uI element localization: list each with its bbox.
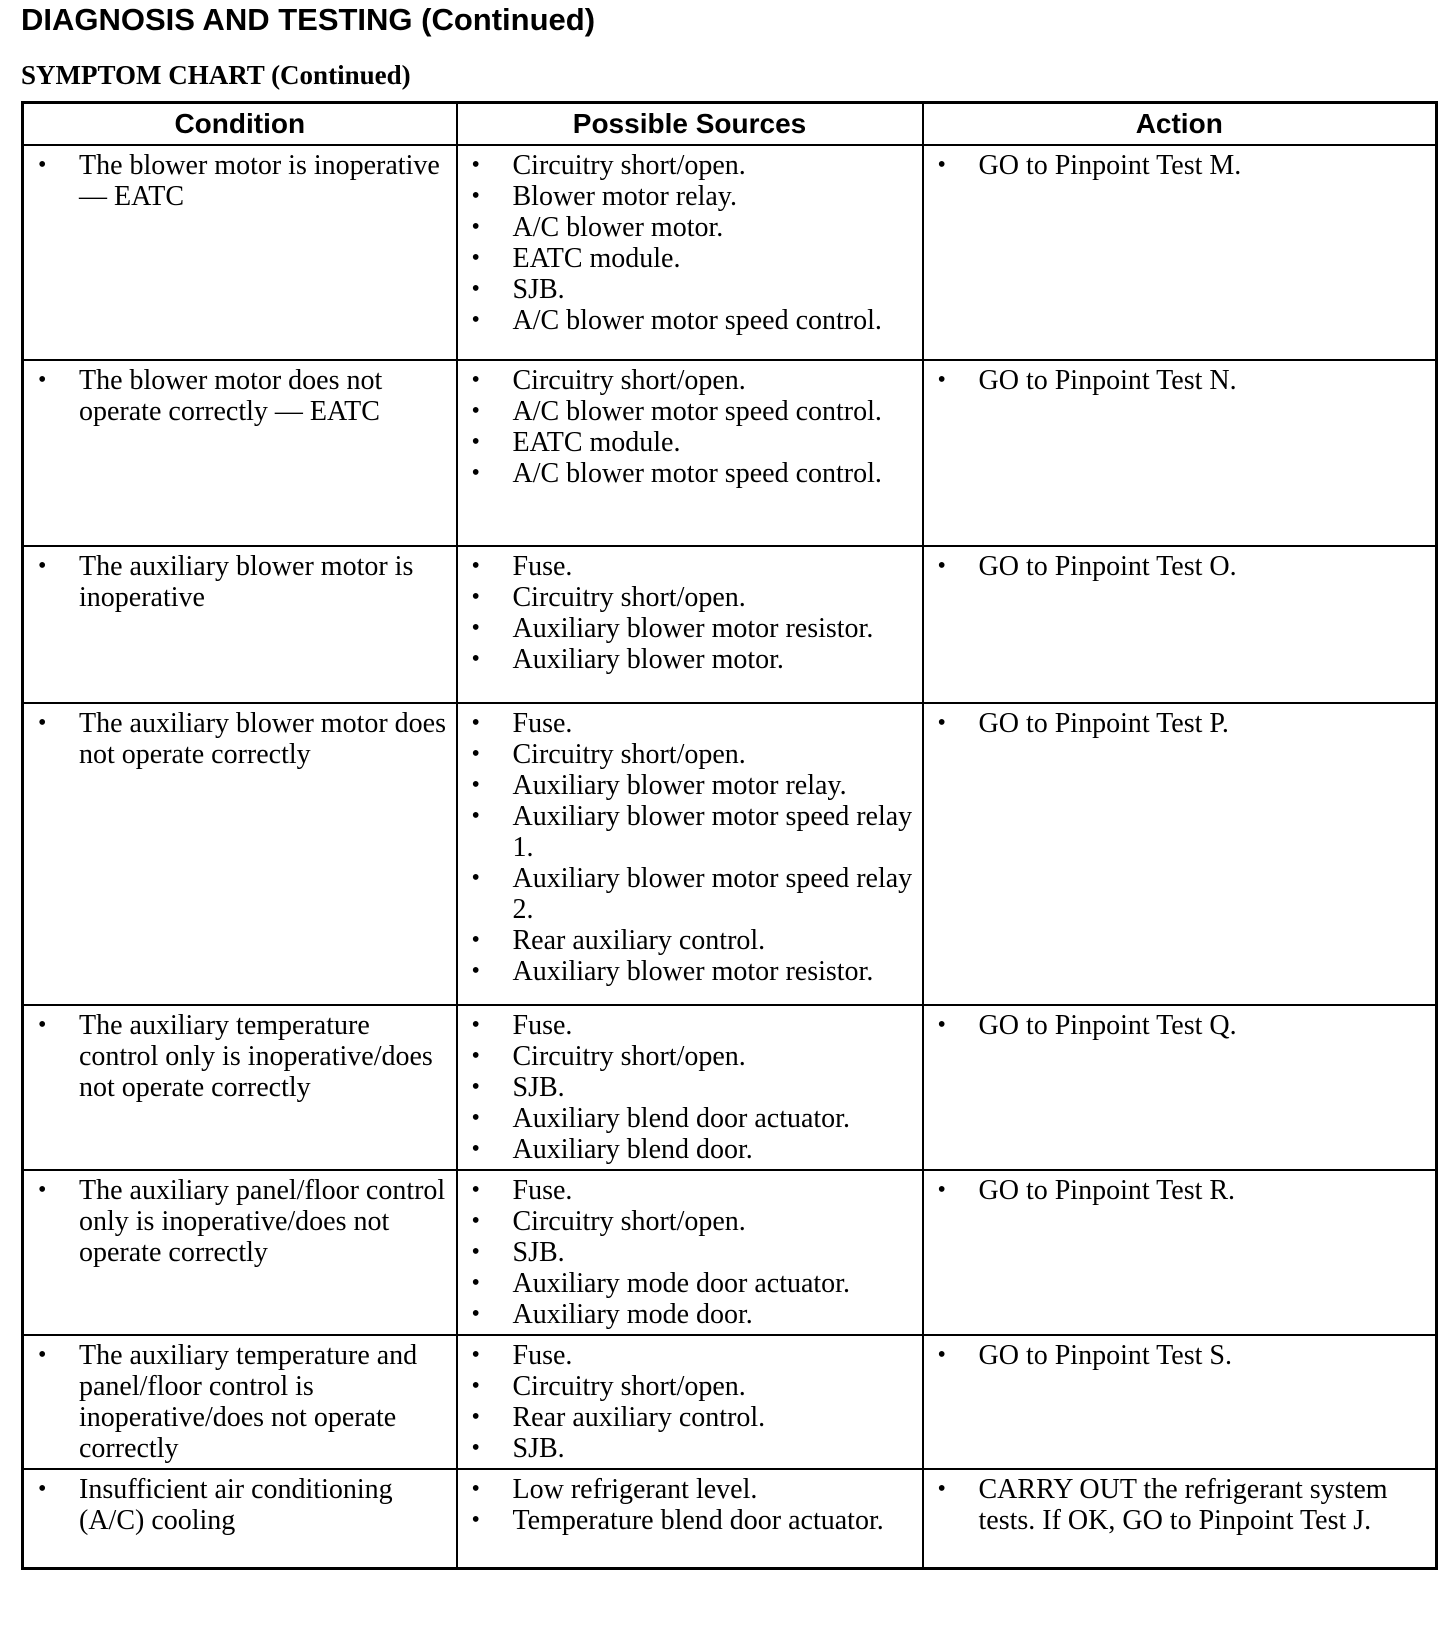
possible-sources-cell [457,1469,923,1568]
action-cell [923,360,1437,546]
possible-sources-cell [457,1005,923,1170]
source-item: • Auxiliary blower motor resistor. [458,613,916,644]
source-item: • Rear auxiliary control. [458,1402,916,1433]
source-item: • Auxiliary mode door. [458,1299,916,1330]
source-item: • Auxiliary blower motor. [458,644,916,675]
source-item: • A/C blower motor speed control. [458,458,916,489]
source-item: • Circuitry short/open. [458,1206,916,1237]
source-item: • Fuse. [458,1175,916,1206]
possible-sources-cell [457,1170,923,1335]
source-item: • Fuse. [458,1010,916,1041]
action-cell [923,703,1437,1005]
action-text: • CARRY OUT the refrigerant system tests. If OK, GO to Pinpoint Test J. [924,1474,1430,1536]
condition-text: • The auxiliary blower motor is inoperative [24,551,450,613]
table-row [23,360,1437,546]
source-item: • Low refrigerant level. [458,1474,916,1505]
possible-sources-cell [457,360,923,546]
source-item: • Circuitry short/open. [458,365,916,396]
possible-sources-cell [457,546,923,703]
source-item: • A/C blower motor. [458,212,916,243]
source-item: • SJB. [458,1433,916,1464]
action-cell [923,1005,1437,1170]
source-item: • Fuse. [458,1340,916,1371]
source-item: • SJB. [458,1072,916,1103]
source-item: • Fuse. [458,551,916,582]
action-text: • GO to Pinpoint Test P. [924,708,1430,739]
source-item: • Auxiliary blower motor relay. [458,770,916,801]
condition-text: • The auxiliary temperature and panel/floor control is inoperative/does not operate correctly [24,1340,450,1464]
possible-sources-cell [457,703,923,1005]
action-text: • GO to Pinpoint Test O. [924,551,1430,582]
condition-text: • The blower motor is inoperative — EATC [24,150,450,212]
action-text: • GO to Pinpoint Test R. [924,1175,1430,1206]
table-header-row [23,103,1437,146]
condition-cell [23,360,457,546]
source-item: • EATC module. [458,427,916,458]
action-cell [923,1469,1437,1568]
source-item: • Rear auxiliary control. [458,925,916,956]
source-item: • Circuitry short/open. [458,150,916,181]
condition-cell [23,145,457,360]
action-cell [923,1170,1437,1335]
condition-text: • The auxiliary panel/floor control only is inoperative/does not operate correctly [24,1175,450,1268]
table-row [23,1335,1437,1469]
condition-text: • The auxiliary temperature control only is inoperative/does not operate correctly [24,1010,450,1103]
action-text: • GO to Pinpoint Test S. [924,1340,1430,1371]
action-cell [923,145,1437,360]
condition-cell [23,1170,457,1335]
condition-cell [23,703,457,1005]
action-text: • GO to Pinpoint Test Q. [924,1010,1430,1041]
table-row [23,1469,1437,1568]
table-row [23,145,1437,360]
source-item: • EATC module. [458,243,916,274]
section-heading: SYMPTOM CHART (Continued) [21,60,411,90]
condition-cell [23,1005,457,1170]
source-item: • Circuitry short/open. [458,582,916,613]
source-item: • Auxiliary blower motor resistor. [458,956,916,987]
source-item: • Circuitry short/open. [458,1371,916,1402]
action-text: • GO to Pinpoint Test N. [924,365,1430,396]
table-row [23,546,1437,703]
source-item: • Auxiliary blower motor speed relay 2. [458,863,916,925]
source-item: • Auxiliary mode door actuator. [458,1268,916,1299]
table-row [23,703,1437,1005]
source-item: • Auxiliary blend door actuator. [458,1103,916,1134]
condition-text: • The auxiliary blower motor does not operate correctly [24,708,450,770]
source-item: • A/C blower motor speed control. [458,305,916,336]
source-item: • Temperature blend door actuator. [458,1505,916,1536]
action-text: • GO to Pinpoint Test M. [924,150,1430,181]
source-item: • SJB. [458,274,916,305]
page-heading: DIAGNOSIS AND TESTING (Continued) [21,2,596,37]
condition-cell [23,1335,457,1469]
source-item: • Circuitry short/open. [458,1041,916,1072]
action-cell [923,1335,1437,1469]
table-row [23,1005,1437,1170]
condition-text: • Insufficient air conditioning (A/C) cooling [24,1474,450,1536]
action-column-header: Action [923,103,1437,146]
possible-sources-cell [457,145,923,360]
possible-sources-cell [457,1335,923,1469]
source-item: • Fuse. [458,708,916,739]
symptom-chart-table [21,101,1438,1570]
source-item: • Auxiliary blend door. [458,1134,916,1165]
condition-text: • The blower motor does not operate correctly — EATC [24,365,450,427]
source-item: • Circuitry short/open. [458,739,916,770]
possible-sources-column-header: Possible Sources [457,103,923,146]
source-item: • Blower motor relay. [458,181,916,212]
source-item: • Auxiliary blower motor speed relay 1. [458,801,916,863]
condition-column-header: Condition [23,103,457,146]
table-row [23,1170,1437,1335]
action-cell [923,546,1437,703]
source-item: • A/C blower motor speed control. [458,396,916,427]
condition-cell [23,546,457,703]
condition-cell [23,1469,457,1568]
source-item: • SJB. [458,1237,916,1268]
